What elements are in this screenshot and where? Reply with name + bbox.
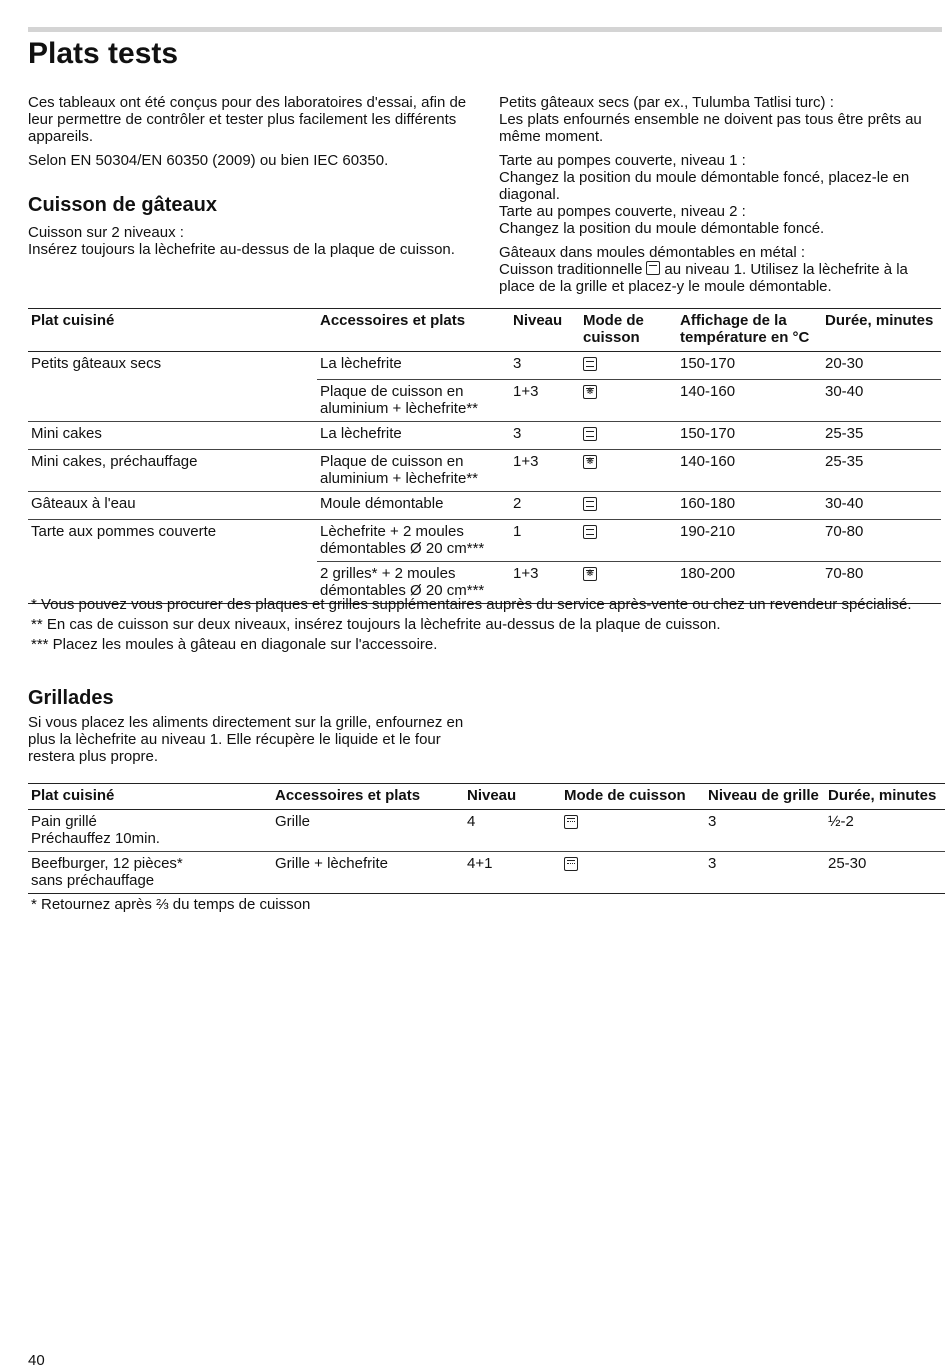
- col-header: Accessoires et plats: [275, 787, 421, 804]
- grill-text: Si vous placez les aliments directement sur la grille, enfournez en plus la lèchefrite au niveau 1. Elle récupère le liquide et le four restera plus propre.: [28, 714, 464, 765]
- right-para-2-text: Changez la position du moule démontable foncé, placez-le en diagonal.: [499, 169, 910, 203]
- top-bottom-heat-icon: [583, 357, 597, 371]
- right-para-2-title: Tarte au pompes couverte, niveau 1 :: [499, 152, 746, 169]
- accessory-cell: Lèchefrite + 2 moules démontables Ø 20 cm***: [320, 523, 485, 557]
- col-header: Affichage de la température en °C: [680, 312, 810, 346]
- dish-cell: Tarte aux pommes couverte: [31, 523, 217, 540]
- accessory-cell: Plaque de cuisson en aluminium + lèchefrite**: [320, 453, 478, 487]
- level-cell: 3: [513, 425, 522, 442]
- mode-cell: [580, 492, 677, 520]
- cakes-heading: Cuisson de gâteaux: [28, 194, 217, 216]
- cakes-table: [28, 308, 941, 604]
- grill-icon: [564, 857, 578, 871]
- col-header: Plat cuisiné: [31, 787, 115, 804]
- time-cell: 70-80: [825, 523, 864, 540]
- intro-left: [28, 94, 473, 176]
- table-row: [28, 492, 941, 520]
- hot-air-icon: [583, 455, 597, 469]
- table-row: [28, 520, 941, 562]
- accessory-cell: 2 grilles* + 2 moules démontables Ø 20 cm***: [317, 562, 510, 604]
- right-para-1: [499, 94, 942, 145]
- dish-cell: [28, 810, 272, 852]
- accessory-cell: La lèchefrite: [320, 425, 402, 442]
- dish-cell: Mini cakes: [31, 425, 102, 442]
- level-cell: 1: [513, 523, 522, 540]
- footnote: ** En cas de cuisson sur deux niveaux, insérez toujours la lèchefrite au-dessus de la plaque de cuisson.: [31, 616, 721, 633]
- accessory-cell: La lèchefrite: [320, 355, 402, 372]
- footnote: * Retournez après ⅔ du temps de cuisson: [31, 896, 311, 913]
- level-cell: 1+3: [510, 562, 580, 604]
- accessory-cell: Grille + lèchefrite: [275, 855, 388, 872]
- col-header: Accessoires et plats: [320, 312, 466, 329]
- accessory-cell: Moule démontable: [320, 495, 444, 512]
- temp-cell: 180-200: [677, 562, 822, 604]
- dish-note: Préchauffez 10min.: [31, 830, 160, 847]
- cakes-section-intro: [28, 193, 473, 258]
- right-para-2: [499, 152, 942, 237]
- table-row: [28, 352, 941, 380]
- dish-note: sans préchauffage: [31, 872, 155, 889]
- col-header: Niveau de grille: [708, 787, 819, 804]
- time-cell: 30-40: [822, 380, 941, 422]
- temp-cell: 160-180: [680, 495, 736, 512]
- table-row: [28, 450, 941, 492]
- top-bottom-heat-icon: [583, 427, 597, 441]
- level-cell: 4+1: [467, 855, 493, 872]
- grill-level-cell: 3: [708, 855, 717, 872]
- col-header: Niveau: [513, 312, 563, 329]
- col-header: Plat cuisiné: [31, 312, 115, 329]
- mode-cell: [580, 520, 677, 562]
- time-cell: 20-30: [825, 355, 864, 372]
- right-para-3-text-post: au niveau 1. Utilisez la lèchefrite à la place de la grille et placez-y le moule démontable.: [499, 261, 908, 295]
- table-row: [28, 810, 945, 852]
- cakes-text-1: Cuisson sur 2 niveaux :: [28, 224, 184, 241]
- dish-name: Pain grillé: [31, 813, 97, 830]
- grill-section-intro: [28, 686, 473, 765]
- right-para-3-title: Gâteaux dans moules démontables en métal :: [499, 244, 806, 261]
- col-header: Mode de cuisson: [583, 312, 644, 346]
- right-para-2-title-b: Tarte au pompes couverte, niveau 2 :: [499, 203, 746, 220]
- top-bottom-heat-icon: [583, 525, 597, 539]
- grill-table: [28, 783, 945, 894]
- temp-cell: 140-160: [677, 380, 822, 422]
- right-para-1-text: Les plats enfournés ensemble ne doivent pas tous être prêts au même moment.: [499, 111, 922, 145]
- grill-level-cell: 3: [708, 813, 717, 830]
- time-cell: 70-80: [822, 562, 941, 604]
- top-bottom-heat-icon: [583, 497, 597, 511]
- temp-cell: 150-170: [680, 355, 736, 372]
- hot-air-icon: [583, 385, 597, 399]
- mode-cell: [580, 422, 677, 450]
- mode-cell: [580, 380, 677, 422]
- page-number: 40: [28, 1352, 45, 1369]
- grill-heading: Grillades: [28, 687, 114, 709]
- level-cell: 1+3: [510, 380, 580, 422]
- grill-footnote: [28, 896, 940, 916]
- dish-cell: Petits gâteaux secs: [31, 355, 162, 372]
- page-title: Plats tests: [28, 37, 179, 70]
- hot-air-icon: [583, 567, 597, 581]
- col-header: Durée, minutes: [825, 312, 934, 329]
- right-para-2-text-b: Changez la position du moule démontable foncé.: [499, 220, 825, 237]
- temp-cell: 140-160: [680, 453, 736, 470]
- dish-cell: Mini cakes, préchauffage: [31, 453, 198, 470]
- dish-name: Beefburger, 12 pièces*: [31, 855, 183, 872]
- cakes-footnotes: [28, 596, 940, 656]
- temp-cell: 190-210: [680, 523, 736, 540]
- intro-right: [499, 94, 942, 302]
- grill-icon: [564, 815, 578, 829]
- level-cell: 1+3: [513, 453, 539, 470]
- level-cell: 4: [467, 813, 476, 830]
- right-para-3: [499, 244, 942, 295]
- top-rule: [28, 27, 942, 32]
- accessory-cell: Plaque de cuisson en aluminium + lèchefrite**: [317, 380, 510, 422]
- time-cell: 25-35: [825, 453, 864, 470]
- dish-cell: Gâteaux à l'eau: [31, 495, 136, 512]
- table-row: [28, 852, 945, 894]
- time-cell: ½-2: [828, 813, 854, 830]
- time-cell: 25-35: [825, 425, 864, 442]
- level-cell: 3: [513, 355, 522, 372]
- cakes-text-2: Insérez toujours la lèchefrite au-dessus de la plaque de cuisson.: [28, 241, 455, 258]
- footnote: *** Placez les moules à gâteau en diagonale sur l'accessoire.: [31, 636, 438, 653]
- table-header-row: [28, 784, 945, 810]
- table-row: [28, 422, 941, 450]
- col-header: Niveau: [467, 787, 517, 804]
- time-cell: 25-30: [828, 855, 867, 872]
- right-para-1-title: Petits gâteaux secs (par ex., Tulumba Tatlisi turc) :: [499, 94, 834, 111]
- footnote: * Vous pouvez vous procurer des plaques et grilles supplémentaires auprès du service après-vente ou chez un revendeur spécialisé.: [31, 596, 912, 613]
- col-header: Mode de cuisson: [564, 787, 686, 804]
- mode-cell: [561, 852, 705, 894]
- mode-cell: [561, 810, 705, 852]
- mode-cell: [580, 450, 677, 492]
- level-cell: 2: [513, 495, 522, 512]
- intro-paragraph: Ces tableaux ont été conçus pour des laboratoires d'essai, afin de leur permettre de contrôler et tester plus facilement les différents appareils.: [28, 94, 467, 145]
- top-bottom-heat-icon: [646, 261, 660, 275]
- time-cell: 30-40: [825, 495, 864, 512]
- standard-reference: Selon EN 50304/EN 60350 (2009) ou bien IEC 60350.: [28, 152, 389, 169]
- right-para-3-text-pre: Cuisson traditionnelle: [499, 261, 643, 278]
- temp-cell: 150-170: [680, 425, 736, 442]
- col-header: Durée, minutes: [828, 787, 937, 804]
- mode-cell: [580, 352, 677, 380]
- accessory-cell: Grille: [275, 813, 311, 830]
- dish-cell: [28, 852, 272, 894]
- table-header-row: [28, 309, 941, 352]
